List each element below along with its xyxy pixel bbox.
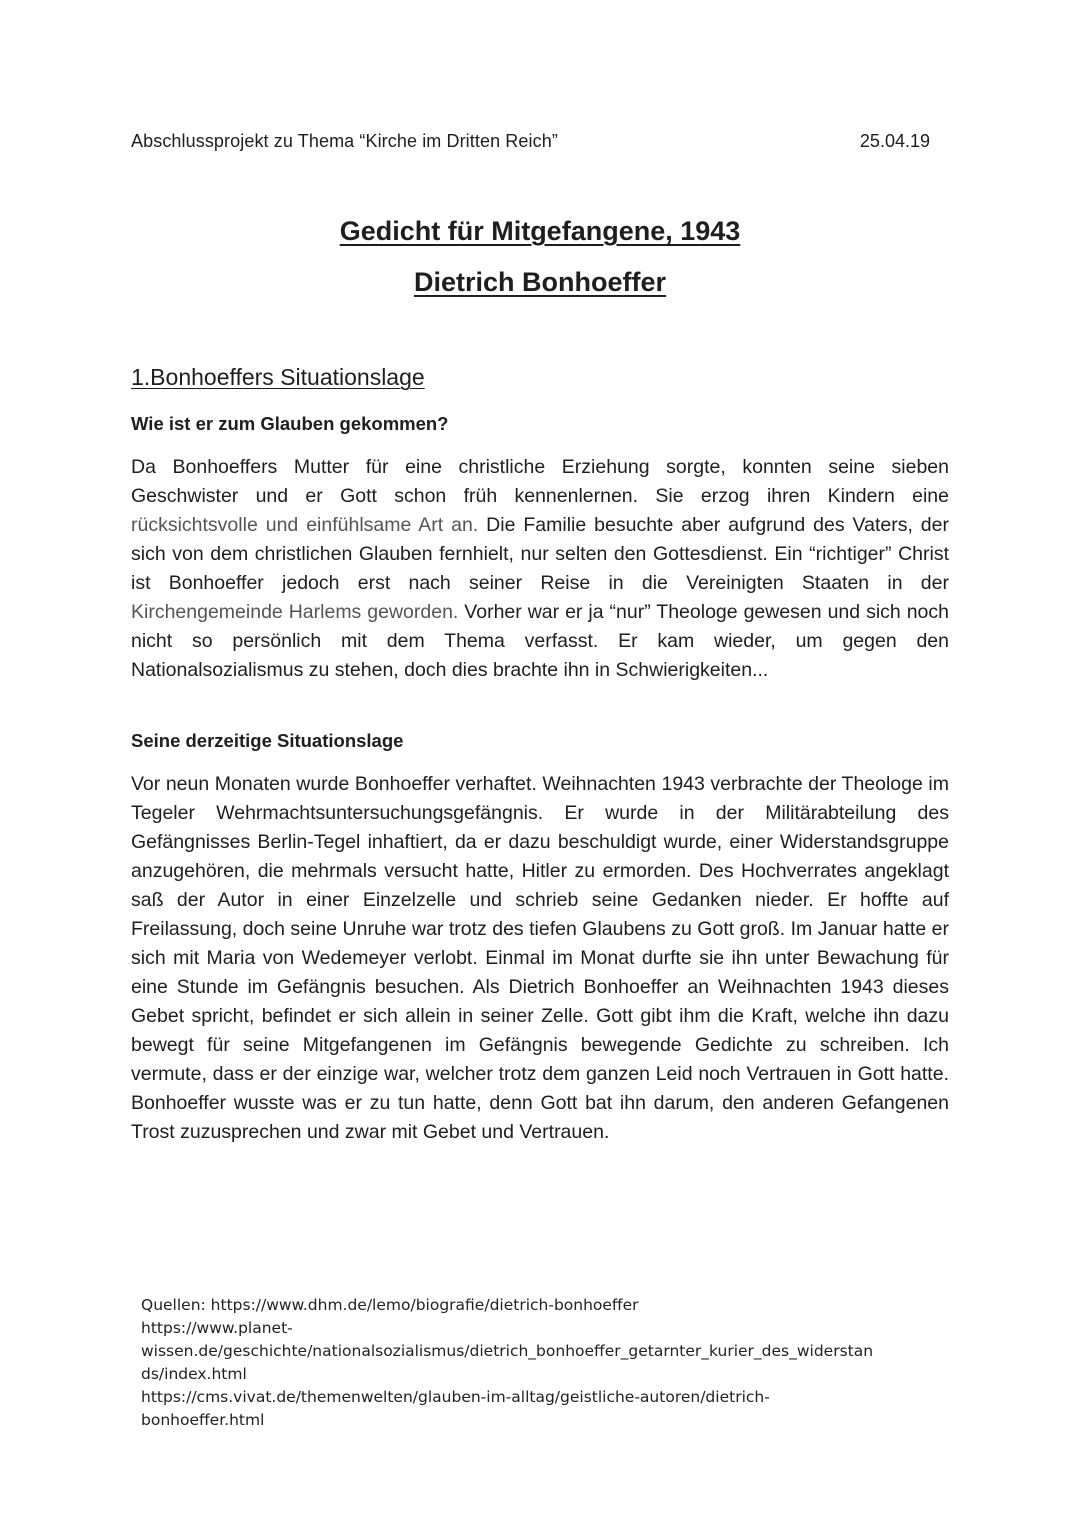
source-line: wissen.de/geschichte/nationalsozialismus/dietrich_bonhoeffer_getarnter_kurier_des_widerstan	[141, 1342, 874, 1360]
paragraph-faith-part2: rücksichtsvolle und einfühlsame Art an.	[131, 514, 479, 536]
subheading-faith: Wie ist er zum Glauben gekommen?	[131, 413, 449, 434]
source-line: https://www.planet-	[141, 1319, 293, 1337]
paragraph-faith-part4: Kirchengemeinde Harlems geworden.	[131, 601, 459, 623]
paragraph-faith	[131, 453, 949, 685]
source-line: bonhoeffer.html	[141, 1411, 265, 1429]
paragraph-situation: Vor neun Monaten wurde Bonhoeffer verhaftet. Weihnachten 1943 verbrachte der Theologe im Tegeler Wehrmachtsuntersuchungsgefängnis. Er wurde in der Militärabteilung des Gefängnisses Berlin-Tegel inhaftiert, da er dazu beschuldigt wurde, einer Widerstandsgruppe anzugehören, die mehrmals versucht hatte, Hitler zu ermorden. Des Hochverrates angeklagt saß der Autor in einer Einzelzelle und schrieb seine Gedanken nieder. Er hoffte auf Freilassung, doch seine Unruhe war trotz des tiefen Glaubens zu Gott groß. Im Januar hatte er sich mit Maria von Wedemeyer verlobt. Einmal im Monat durfte sie ihn unter Bewachung für eine Stunde im Gefängnis besuchen. Als Dietrich Bonhoeffer an Weihnachten 1943 dieses Gebet spricht, befindet er sich allein in seiner Zelle. Gott gibt ihm die Kraft, welche ihn dazu bewegt für seine Mitgefangenen im Gefängnis bewegende Gedichte zu schreiben. Ich vermute, dass er der einzige war, welcher trotz dem ganzen Leid noch Vertrauen in Gott hatte. Bonhoeffer wusste was er zu tun hatte, denn Gott bat ihn darum, den anderen Gefangenen Trost zuzusprechen und zwar mit Gebet und Vertrauen.	[131, 773, 949, 1143]
sources-list	[141, 1294, 941, 1432]
paragraph-faith-part5: Vorher war er ja “nur” Theologe gewesen und sich noch nicht so persönlich mit dem Thema verfasst. Er kam wieder, um gegen den Nationalsozialismus zu stehen, doch dies brachte ihn in Schwierigkeiten...	[131, 601, 949, 681]
document-title: Gedicht für Mitgefangene, 1943	[339, 216, 741, 246]
source-line: Quellen: https://www.dhm.de/lemo/biografie/dietrich-bonhoeffer	[141, 1296, 639, 1314]
paragraph-faith-part3: Die Familie besuchte aber aufgrund des Vaters, der sich von dem christlichen Glauben fernhielt, nur selten den Gottesdienst. Ein “richtiger” Christ ist Bonhoeffer jedoch erst nach seiner Reise in die Vereinigten Staaten in der	[131, 514, 949, 594]
header-date: 25.04.19	[859, 131, 930, 151]
source-line: ds/index.html	[141, 1365, 247, 1383]
subheading-situation: Seine derzeitige Situationslage	[131, 730, 404, 751]
section-heading: 1.Bonhoeffers Situationslage	[131, 364, 425, 390]
document-subtitle: Dietrich Bonhoeffer	[413, 267, 667, 297]
header-project-title: Abschlussprojekt zu Thema “Kirche im Dritten Reich”	[131, 131, 558, 151]
source-line: https://cms.vivat.de/themenwelten/glauben-im-alltag/geistliche-autoren/dietrich-	[141, 1388, 770, 1406]
paragraph-faith-part1: Da Bonhoeffers Mutter für eine christliche Erziehung sorgte, konnten seine sieben Geschwister und er Gott schon früh kennenlernen. Sie erzog ihren Kindern eine	[131, 456, 949, 507]
